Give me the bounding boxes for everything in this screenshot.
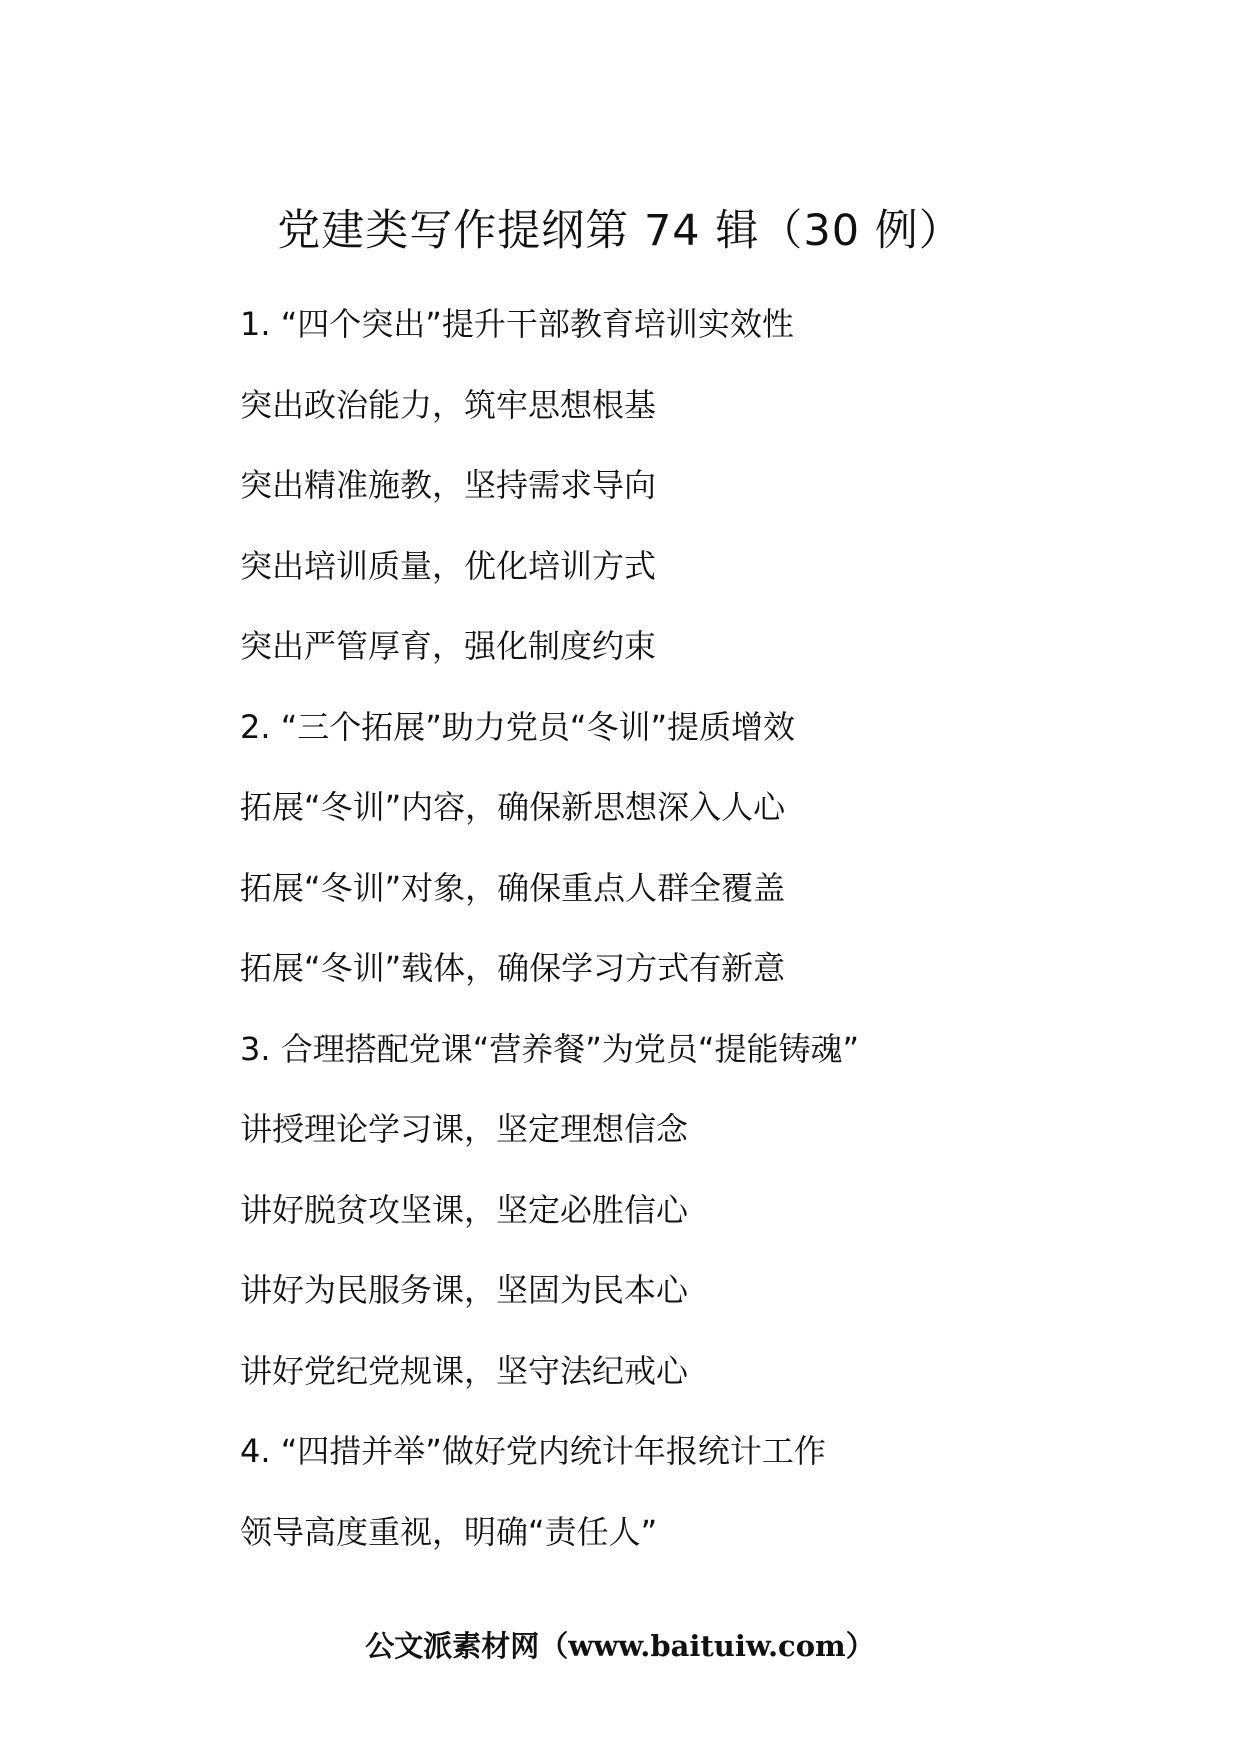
outline-item: 突出严管厚育，强化制度约束 [240,627,657,665]
outline-item: 讲好脱贫攻坚课，坚定必胜信心 [240,1191,689,1229]
outline-heading-1: 1. “四个突出”提升干部教育培训实效性 [240,305,794,343]
outline-item: 讲好党纪党规课，坚守法纪戒心 [240,1352,689,1390]
outline-item: 拓展“冬训”对象，确保重点人群全覆盖 [240,869,786,907]
outline-item: 突出政治能力，筑牢思想根基 [240,386,657,424]
outline-item: 拓展“冬训”载体，确保学习方式有新意 [240,949,786,987]
page-footer-source: 公文派素材网（www.baituiw.com） [365,1629,875,1663]
outline-heading-2: 2. “三个拓展”助力党员“冬训”提质增效 [240,708,796,746]
outline-item: 讲好为民服务课，坚固为民本心 [240,1271,689,1309]
outline-item: 讲授理论学习课，坚定理想信念 [240,1110,689,1148]
outline-heading-3: 3. 合理搭配党课“营养餐”为党员“提能铸魂” [240,1030,860,1068]
outline-item: 拓展“冬训”内容，确保新思想深入人心 [240,788,786,826]
outline-item: 领导高度重视，明确“责任人” [240,1513,658,1551]
outline-item: 突出培训质量，优化培训方式 [240,547,657,585]
outline-item: 突出精准施教，坚持需求导向 [240,466,657,504]
document-title: 党建类写作提纲第 74 辑（30 例） [277,206,963,256]
outline-heading-4: 4. “四措并举”做好党内统计年报统计工作 [240,1432,826,1470]
